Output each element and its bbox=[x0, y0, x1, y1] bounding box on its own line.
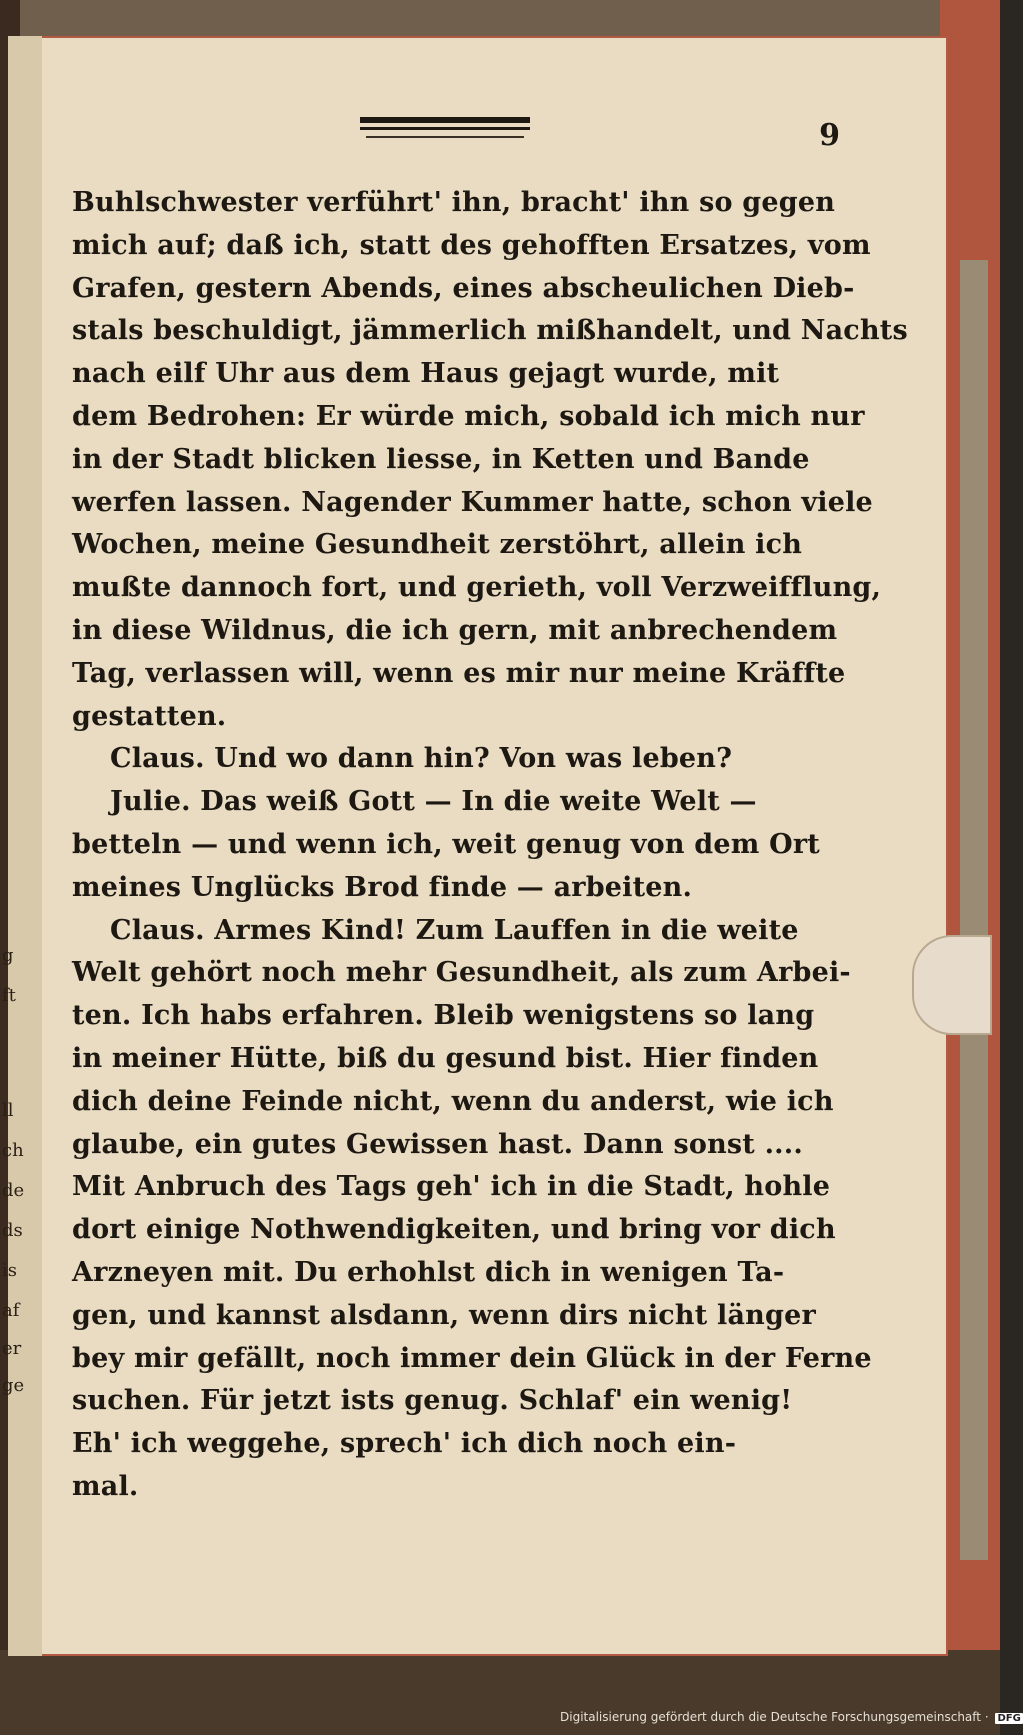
text-line: Arzneyen mit. Du erhohlst dich in wenigen Ta- bbox=[72, 1256, 785, 1288]
speaker-line: Julie. Das weiß Gott — In die weite Welt — bbox=[110, 786, 757, 818]
text-line: ten. Ich habs erfahren. Bleib wenigstens so lang bbox=[72, 1000, 815, 1032]
text-line: mich auf; daß ich, statt des gehofften Ersatzes, vom bbox=[72, 229, 871, 261]
remnant-text: de bbox=[2, 1180, 25, 1201]
header-rule bbox=[366, 136, 524, 138]
remnant-text: g bbox=[2, 945, 14, 966]
text-line: werfen lassen. Nagender Kummer hatte, schon viele bbox=[72, 486, 873, 518]
text-line: glaube, ein gutes Gewissen hast. Dann sonst .... bbox=[72, 1128, 803, 1160]
text-line: bey mir gefällt, noch immer dein Glück in der Ferne bbox=[72, 1342, 872, 1374]
speaker-line: Claus. Und wo dann hin? Von was leben? bbox=[110, 743, 733, 775]
header-rule bbox=[360, 127, 530, 130]
text-line: mußte dannoch fort, und gerieth, voll Verzweifflung, bbox=[72, 572, 882, 604]
book-cover-top bbox=[0, 0, 1000, 38]
speaker-line: Claus. Armes Kind! Zum Lauffen in die weite bbox=[110, 914, 799, 946]
text-line: suchen. Für jetzt ists genug. Schlaf' ein wenig! bbox=[72, 1385, 793, 1417]
text-line: Mit Anbruch des Tags geh' ich in die Stadt, hohle bbox=[72, 1171, 831, 1203]
header-rule bbox=[360, 117, 530, 123]
previous-page-remnants bbox=[0, 60, 25, 1580]
text-line: Tag, verlassen will, wenn es mir nur meine Kräffte bbox=[72, 657, 846, 689]
text-line: Welt gehört noch mehr Gesundheit, als zum Arbei- bbox=[72, 957, 851, 989]
text-line: nach eilf Uhr aus dem Haus gejagt wurde, mit bbox=[72, 358, 780, 390]
dfg-logo-icon: DFG bbox=[997, 1713, 1021, 1724]
text-line: betteln — und wenn ich, weit genug von dem Ort bbox=[72, 828, 820, 860]
text-line: Grafen, gestern Abends, eines abscheulichen Dieb- bbox=[72, 272, 855, 304]
page-number: 9 bbox=[819, 118, 840, 153]
remnant-text: ft bbox=[2, 985, 16, 1006]
digitization-credit: Digitalisierung gefördert durch die Deutsche Forschungsgemeinschaft · DFG bbox=[560, 1710, 1021, 1724]
text-line: Buhlschwester verführt' ihn, bracht' ihn so gegen bbox=[72, 187, 836, 218]
remnant-text: ll bbox=[2, 1100, 14, 1121]
text-line: in meiner Hütte, biß du gesund bist. Hier finden bbox=[72, 1042, 819, 1074]
text-line: mal. bbox=[72, 1470, 139, 1502]
remnant-text: af bbox=[2, 1300, 20, 1321]
text-line: dort einige Nothwendigkeiten, und bring vor dich bbox=[72, 1214, 836, 1246]
text-line: in diese Wildnus, die ich gern, mit anbrechendem bbox=[72, 614, 838, 646]
text-line: gen, und kannst alsdann, wenn dirs nicht länger bbox=[72, 1299, 816, 1331]
text-line: gestatten. bbox=[72, 700, 227, 732]
bookmark-clasp bbox=[912, 935, 992, 1035]
remnant-text: ds bbox=[2, 1220, 23, 1241]
page-body-text bbox=[72, 182, 908, 1542]
credit-text: Digitalisierung gefördert durch die Deutsche Forschungsgemeinschaft bbox=[560, 1710, 982, 1724]
text-line: meines Unglücks Brod finde — arbeiten. bbox=[72, 871, 693, 903]
page-stack-edge bbox=[960, 260, 988, 1560]
text-line: Eh' ich weggehe, sprech' ich dich noch ein- bbox=[72, 1428, 737, 1460]
text-line: dich deine Feinde nicht, wenn du anderst, wie ich bbox=[72, 1085, 834, 1117]
text-line: in der Stadt blicken liesse, in Ketten und Bande bbox=[72, 443, 810, 475]
text-line: Wochen, meine Gesundheit zerstöhrt, allein ich bbox=[72, 529, 803, 561]
remnant-text: er bbox=[2, 1338, 22, 1359]
remnant-text: ch bbox=[2, 1140, 24, 1161]
text-line: dem Bedrohen: Er würde mich, sobald ich mich nur bbox=[72, 400, 865, 432]
remnant-text: ge bbox=[2, 1375, 25, 1396]
remnant-text: is bbox=[2, 1260, 17, 1281]
text-line: stals beschuldigt, jämmerlich mißhandelt, und Nachts bbox=[72, 315, 908, 347]
